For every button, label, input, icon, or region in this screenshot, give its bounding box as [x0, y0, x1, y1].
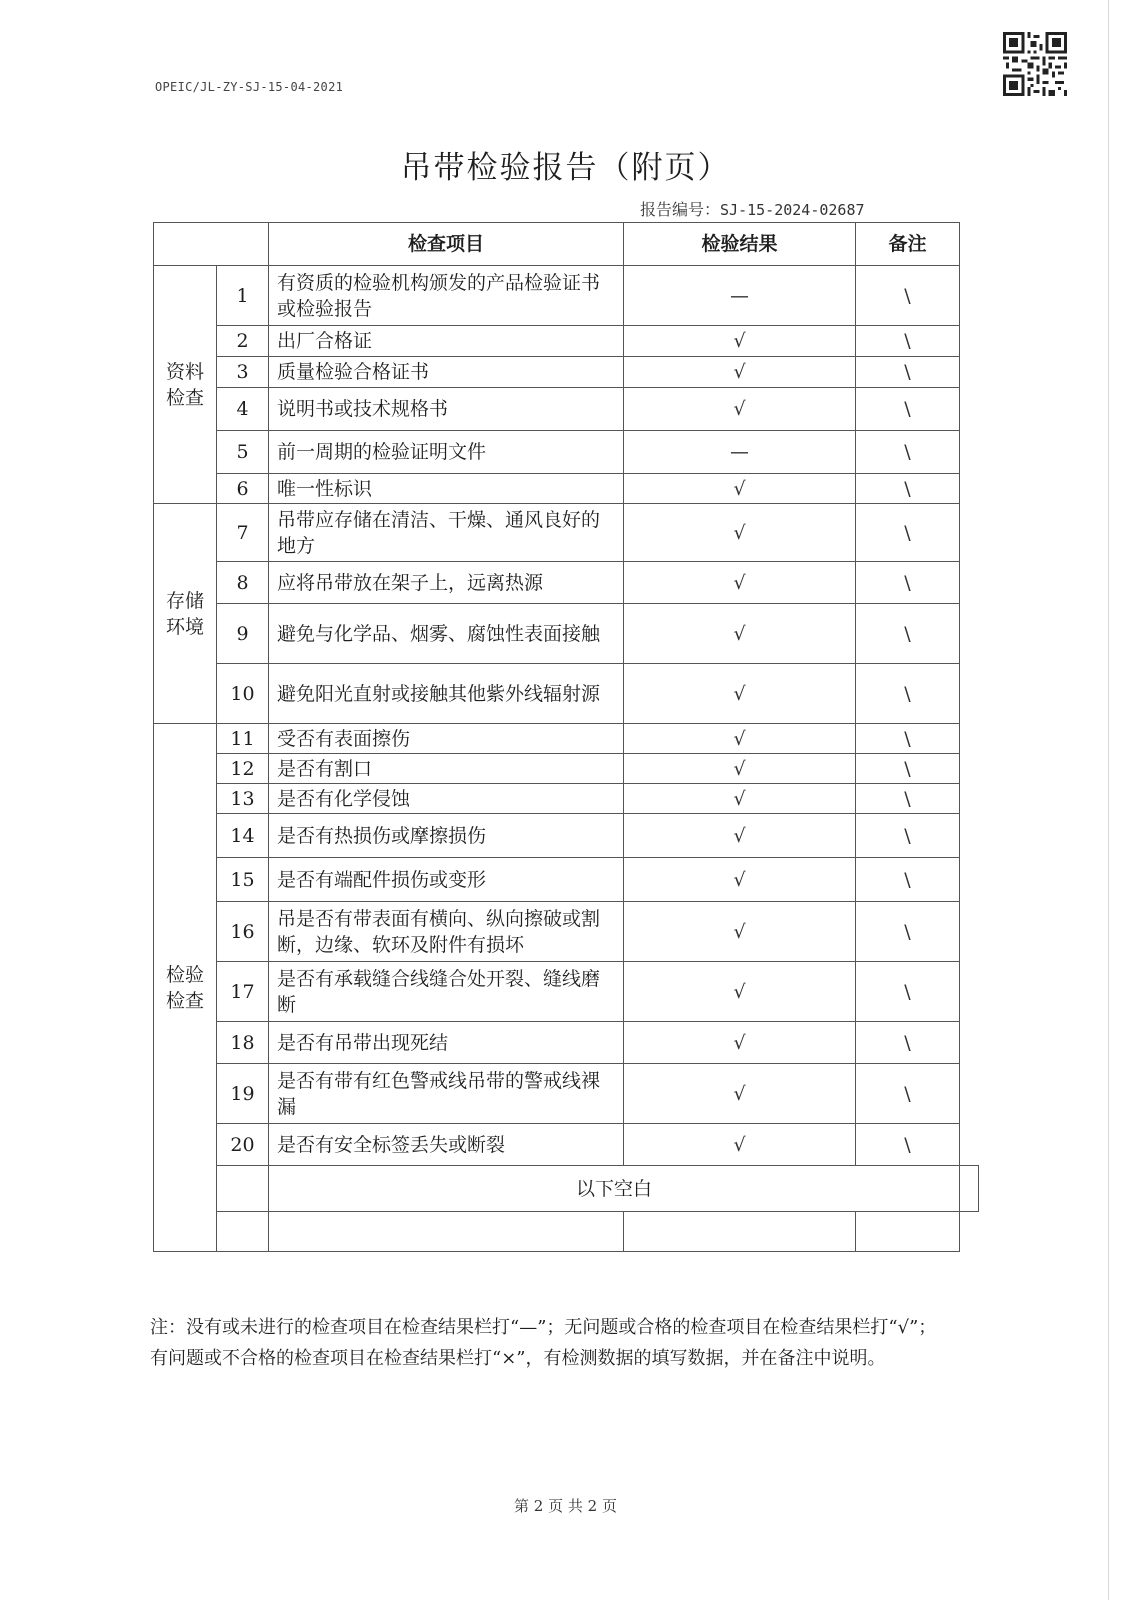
row-note: \ — [856, 357, 960, 388]
table-row — [154, 754, 979, 784]
header-note: 备注 — [856, 223, 960, 266]
row-result: — — [624, 266, 856, 326]
row-result: √ — [624, 1124, 856, 1166]
row-number: 1 — [217, 266, 269, 326]
row-number-empty — [217, 1166, 269, 1212]
row-item: 出厂合格证 — [269, 326, 624, 357]
row-number: 19 — [217, 1064, 269, 1124]
table-row — [154, 357, 979, 388]
row-result: √ — [624, 326, 856, 357]
report-number — [640, 197, 865, 220]
table-row — [154, 474, 979, 504]
row-note: \ — [856, 724, 960, 754]
row-number: 2 — [217, 326, 269, 357]
row-item: 质量检验合格证书 — [269, 357, 624, 388]
table-row — [154, 326, 979, 357]
page-number: 第 2 页 共 2 页 — [514, 1497, 617, 1515]
row-result-empty — [624, 1212, 856, 1252]
table-row — [154, 784, 979, 814]
row-number: 13 — [217, 784, 269, 814]
row-note: \ — [856, 504, 960, 562]
row-item: 是否有割口 — [269, 754, 624, 784]
table-row — [154, 388, 979, 431]
table-row — [154, 604, 979, 664]
row-note: \ — [856, 326, 960, 357]
document-code: OPEIC/JL-ZY-SJ-15-04-2021 — [155, 80, 344, 94]
row-number: 18 — [217, 1022, 269, 1064]
row-item-empty — [269, 1212, 624, 1252]
table-row — [154, 962, 979, 1022]
row-item: 是否有带有红色警戒线吊带的警戒线裸漏 — [269, 1064, 624, 1124]
table-row — [154, 902, 979, 962]
row-item: 唯一性标识 — [269, 474, 624, 504]
table-row — [154, 1064, 979, 1124]
row-number: 15 — [217, 858, 269, 902]
row-number: 5 — [217, 431, 269, 474]
header-blank — [154, 223, 269, 266]
row-item: 是否有热损伤或摩擦损伤 — [269, 814, 624, 858]
row-item: 说明书或技术规格书 — [269, 388, 624, 431]
row-note: \ — [856, 754, 960, 784]
row-note: \ — [856, 664, 960, 724]
row-number: 11 — [217, 724, 269, 754]
row-note: \ — [856, 431, 960, 474]
table-row-blank — [154, 1166, 979, 1212]
row-result: √ — [624, 814, 856, 858]
report-number-label: 报告编号： — [640, 200, 721, 219]
row-note: \ — [856, 266, 960, 326]
row-item: 吊是否有带表面有横向、纵向擦破或割断，边缘、软环及附件有损坏 — [269, 902, 624, 962]
row-item: 是否有安全标签丢失或断裂 — [269, 1124, 624, 1166]
report-number-value: SJ-15-2024-02687 — [720, 201, 865, 219]
row-result: √ — [624, 1064, 856, 1124]
blank-notice: 以下空白 — [269, 1166, 960, 1212]
row-item: 吊带应存储在清洁、干燥、通风良好的地方 — [269, 504, 624, 562]
row-item: 避免与化学品、烟雾、腐蚀性表面接触 — [269, 604, 624, 664]
row-item: 前一周期的检验证明文件 — [269, 431, 624, 474]
page-edge-divider — [1108, 0, 1109, 1600]
row-result: √ — [624, 388, 856, 431]
row-item: 避免阳光直射或接触其他紫外线辐射源 — [269, 664, 624, 724]
row-note: \ — [856, 1022, 960, 1064]
table-row — [154, 1124, 979, 1166]
group-name: 检验 检查 — [165, 963, 204, 1012]
table-row — [154, 858, 979, 902]
row-result: √ — [624, 724, 856, 754]
row-number: 14 — [217, 814, 269, 858]
row-note: \ — [856, 604, 960, 664]
row-item: 是否有端配件损伤或变形 — [269, 858, 624, 902]
row-result: √ — [624, 357, 856, 388]
row-number: 3 — [217, 357, 269, 388]
row-item: 受否有表面擦伤 — [269, 724, 624, 754]
row-result: √ — [624, 902, 856, 962]
row-number-empty — [217, 1212, 269, 1252]
table-row — [154, 724, 979, 754]
table-row — [154, 504, 979, 562]
group-label — [154, 724, 217, 1252]
row-item: 有资质的检验机构颁发的产品检验证书或检验报告 — [269, 266, 624, 326]
table-row — [154, 814, 979, 858]
qr-code-icon — [1003, 32, 1067, 96]
table-row — [154, 1022, 979, 1064]
table-row — [154, 562, 979, 604]
table-row — [154, 664, 979, 724]
row-item: 是否有吊带出现死结 — [269, 1022, 624, 1064]
row-note: \ — [856, 388, 960, 431]
row-note: \ — [856, 858, 960, 902]
row-number: 7 — [217, 504, 269, 562]
row-number: 10 — [217, 664, 269, 724]
row-result: √ — [624, 562, 856, 604]
row-item: 是否有化学侵蚀 — [269, 784, 624, 814]
row-note: \ — [856, 1124, 960, 1166]
row-result: √ — [624, 474, 856, 504]
row-number: 20 — [217, 1124, 269, 1166]
table-row — [154, 431, 979, 474]
row-number: 6 — [217, 474, 269, 504]
row-note: \ — [856, 562, 960, 604]
row-note: \ — [856, 784, 960, 814]
page-title: 吊带检验报告（附页） — [400, 150, 731, 186]
table-row — [154, 266, 979, 326]
inspection-table — [153, 222, 979, 1252]
row-note: \ — [856, 962, 960, 1022]
row-result: √ — [624, 1022, 856, 1064]
row-note-empty — [856, 1212, 960, 1252]
table-row-empty — [154, 1212, 979, 1252]
row-note: \ — [856, 474, 960, 504]
group-label — [154, 266, 217, 504]
row-note: \ — [856, 1064, 960, 1124]
header-result: 检验结果 — [624, 223, 856, 266]
row-item: 应将吊带放在架子上，远离热源 — [269, 562, 624, 604]
header-item: 检查项目 — [269, 223, 624, 266]
row-result: √ — [624, 962, 856, 1022]
row-result: √ — [624, 784, 856, 814]
row-result: √ — [624, 604, 856, 664]
footnote: 注：没有或未进行的检查项目在检查结果栏打“—”；无问题或合格的检查项目在检查结果栏打“√”；有问题或不合格的检查项目在检查结果栏打“×”，有检测数据的填写数据，并在备注中说明。 — [150, 1317, 937, 1369]
row-result: — — [624, 431, 856, 474]
row-number: 16 — [217, 902, 269, 962]
row-result: √ — [624, 504, 856, 562]
group-name: 资料 检查 — [165, 360, 204, 409]
row-item: 是否有承载缝合线缝合处开裂、缝线磨断 — [269, 962, 624, 1022]
row-number: 12 — [217, 754, 269, 784]
row-number: 9 — [217, 604, 269, 664]
row-note-empty — [960, 1166, 979, 1212]
row-number: 17 — [217, 962, 269, 1022]
row-note: \ — [856, 814, 960, 858]
row-result: √ — [624, 754, 856, 784]
table-header-row — [154, 223, 979, 266]
row-result: √ — [624, 664, 856, 724]
row-note: \ — [856, 902, 960, 962]
group-name: 存储 环境 — [165, 589, 204, 638]
row-number: 4 — [217, 388, 269, 431]
row-result: √ — [624, 858, 856, 902]
group-label — [154, 504, 217, 724]
row-number: 8 — [217, 562, 269, 604]
